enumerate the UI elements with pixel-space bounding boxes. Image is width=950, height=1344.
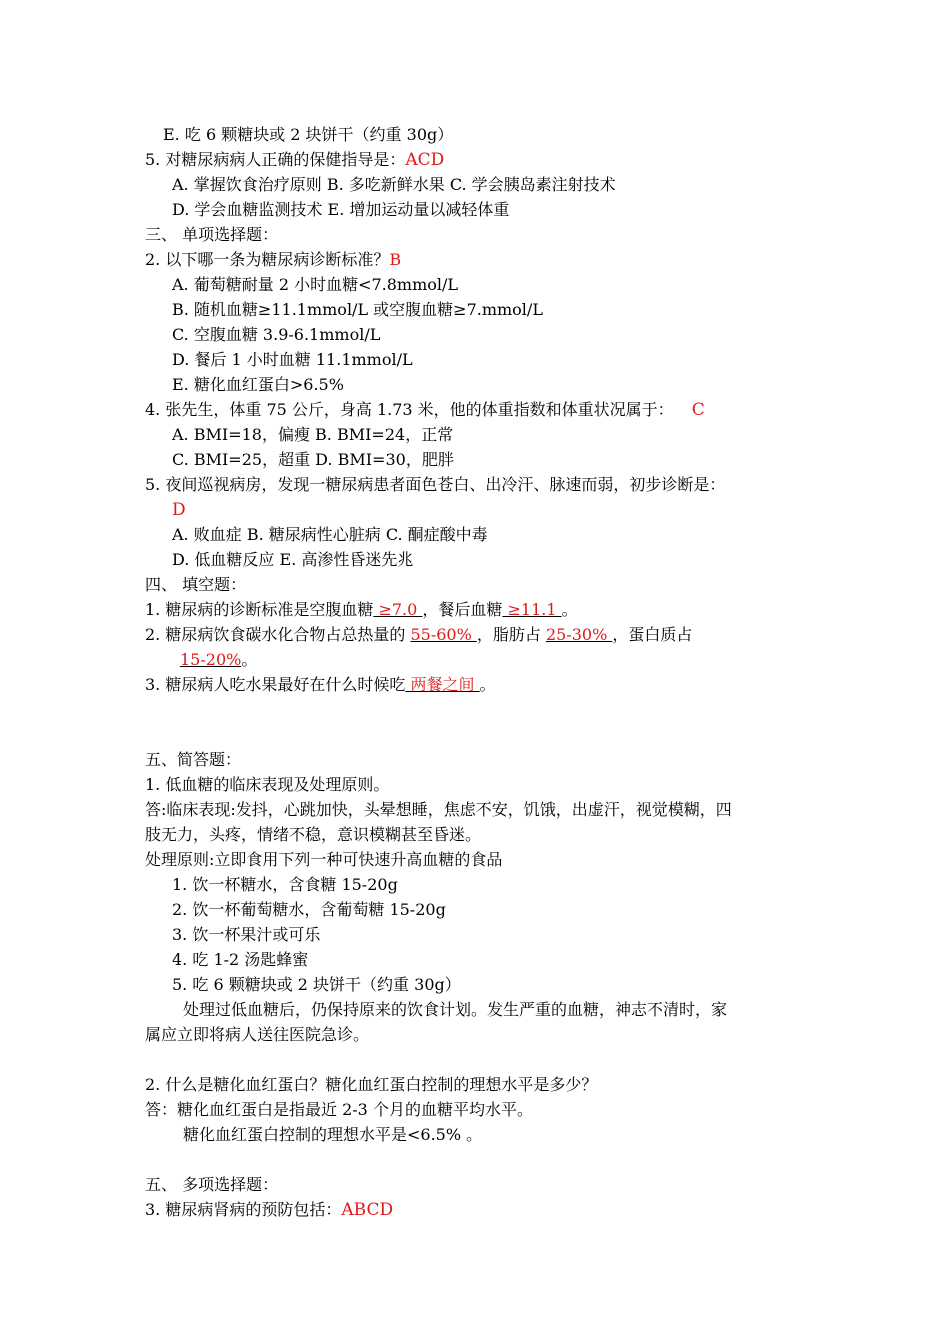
text: 2. 饮一杯葡萄糖水，含葡萄糖 15-20g [172,900,446,919]
text: 2. 什么是糖化血红蛋白？糖化血红蛋白控制的理想水平是多少？ [145,1075,598,1094]
text: 属应立即将病人送往医院急诊。 [145,1025,370,1044]
text: 2. 糖尿病饮食碳水化合物占总热量的 [145,625,411,644]
question-line [145,1074,597,1096]
heading-text: 五、简答题： [145,750,242,769]
list-item [172,924,320,946]
text: ，脂肪占 [476,625,546,644]
fill-blank-3 [145,674,496,696]
option-line [172,299,543,321]
question-text: 2. 以下哪一条为糖尿病诊断标准？ [145,250,390,269]
option-e-line [163,124,453,146]
text: 4. 吃 1-2 汤匙蜂蜜 [172,950,309,969]
answer-text: ABCD [341,1200,394,1220]
list-item [172,949,308,971]
question-text: 4. 张先生，体重 75 公斤，身高 1.73 米，他的体重指数和体重状况属于： [145,400,674,419]
option-line [172,549,413,571]
text: 1. 饮一杯糖水，含食糖 15-20g [172,875,398,894]
text: D. 餐后 1 小时血糖 11.1mmol/L [172,350,413,369]
text: 1. 低血糖的临床表现及处理原则。 [145,775,390,794]
blank-answer: 25-30% [545,625,613,644]
text: 。 [561,600,578,619]
fill-blank-2-cont [180,649,257,671]
text: 5. 吃 6 颗糖块或 2 块饼干（约重 30g） [172,975,461,994]
answer-line [145,824,481,846]
text: C. BMI=25，超重 D. BMI=30，肥胖 [172,450,454,469]
answer-line [145,799,732,821]
paragraph-line [145,1024,369,1046]
paragraph-line [183,999,727,1021]
option-line [172,349,413,371]
heading-text: 三、 单项选择题： [145,225,279,244]
answer-line [145,849,502,871]
heading-text: 五、 多项选择题： [145,1175,279,1194]
answer-text: B [389,250,402,269]
text: A. 葡萄糖耐量 2 小时血糖<7.8mmol/L [172,275,459,294]
options-line [172,199,509,221]
text: A. 败血症 B. 糖尿病性心脏病 C. 酮症酸中毒 [172,525,488,544]
fill-blank-1 [145,599,578,621]
answer-text: D [172,500,186,520]
question-line [145,774,389,796]
list-item [172,974,461,996]
text: D. 低血糖反应 E. 高渗性昏迷先兆 [172,550,414,569]
text: D. 学会血糖监测技术 E. 增加运动量以减轻体重 [172,200,510,219]
question-text: 5. 对糖尿病病人正确的保健指导是： [145,150,406,169]
section-heading [145,224,278,246]
text: E. 吃 6 颗糖块或 2 块饼干（约重 30g） [163,125,454,144]
text: 糖化血红蛋白控制的理想水平是<6.5% 。 [183,1125,483,1144]
option-line [172,449,454,471]
text: A. BMI=18，偏瘦 B. BMI=24，正常 [172,425,454,444]
text: 答:临床表现:发抖，心跳加快，头晕想睡，焦虑不安，饥饿，出虚汗，视觉模糊，四 [145,800,732,819]
text: B. 随机血糖≥11.1mmol/L 或空腹血糖≥7.mmol/L [172,300,543,319]
options-line [172,174,616,196]
text: 3. 饮一杯果汁或可乐 [172,925,321,944]
text: 答：糖化血红蛋白是指最近 2-3 个月的血糖平均水平。 [145,1100,533,1119]
text: 。 [241,650,258,669]
list-item [172,874,398,896]
text: 处理过低血糖后，仍保持原来的饮食计划。发生严重的血糖，神志不清时，家 [183,1000,728,1019]
text: 1. 糖尿病的诊断标准是空腹血糖 [145,600,374,619]
text: A. 掌握饮食治疗原则 B. 多吃新鲜水果 C. 学会胰岛素注射技术 [172,175,616,194]
question-text: 3. 糖尿病肾病的预防包括： [145,1200,342,1219]
text: ，餐后血糖 [422,600,503,619]
blank-answer: 两餐之间 [405,675,480,694]
option-line [172,374,344,396]
blank-answer: 55-60% [410,625,477,644]
heading-text: 四、 填空题： [145,575,247,594]
text: ，蛋白质占 [612,625,693,644]
question-3-line [145,1199,393,1221]
answer-text: ACD [405,150,445,170]
section-heading [145,574,246,596]
question-4-line [145,399,705,421]
text: 3. 糖尿病人吃水果最好在什么时候吃 [145,675,406,694]
fill-blank-2 [145,624,692,646]
text: 。 [479,675,496,694]
option-line [172,274,458,296]
section-heading [145,1174,278,1196]
blank-answer: ≥11.1 [502,600,562,619]
question-2-line [145,249,401,271]
option-line [172,324,380,346]
section-heading [145,749,241,771]
option-line [172,424,453,446]
text: C. 空腹血糖 3.9-6.1mmol/L [172,325,381,344]
answer-text: C [691,400,705,420]
question-text: 5. 夜间巡视病房，发现一糖尿病患者面色苍白、出冷汗、脉速而弱，初步诊断是： [145,475,726,494]
text: 肢无力，头疼，情绪不稳，意识模糊甚至昏迷。 [145,825,482,844]
question-5-line [145,149,444,171]
blank-answer: 15-20% [180,650,242,669]
option-line [172,524,488,546]
text: E. 糖化血红蛋白>6.5% [172,375,344,394]
answer-line [172,499,186,521]
answer-line [183,1124,482,1146]
text: 处理原则:立即食用下列一种可快速升高血糖的食品 [145,850,503,869]
question-5b-line [145,474,725,496]
list-item [172,899,446,921]
blank-answer: ≥7.0 [373,600,423,619]
answer-line [145,1099,533,1121]
